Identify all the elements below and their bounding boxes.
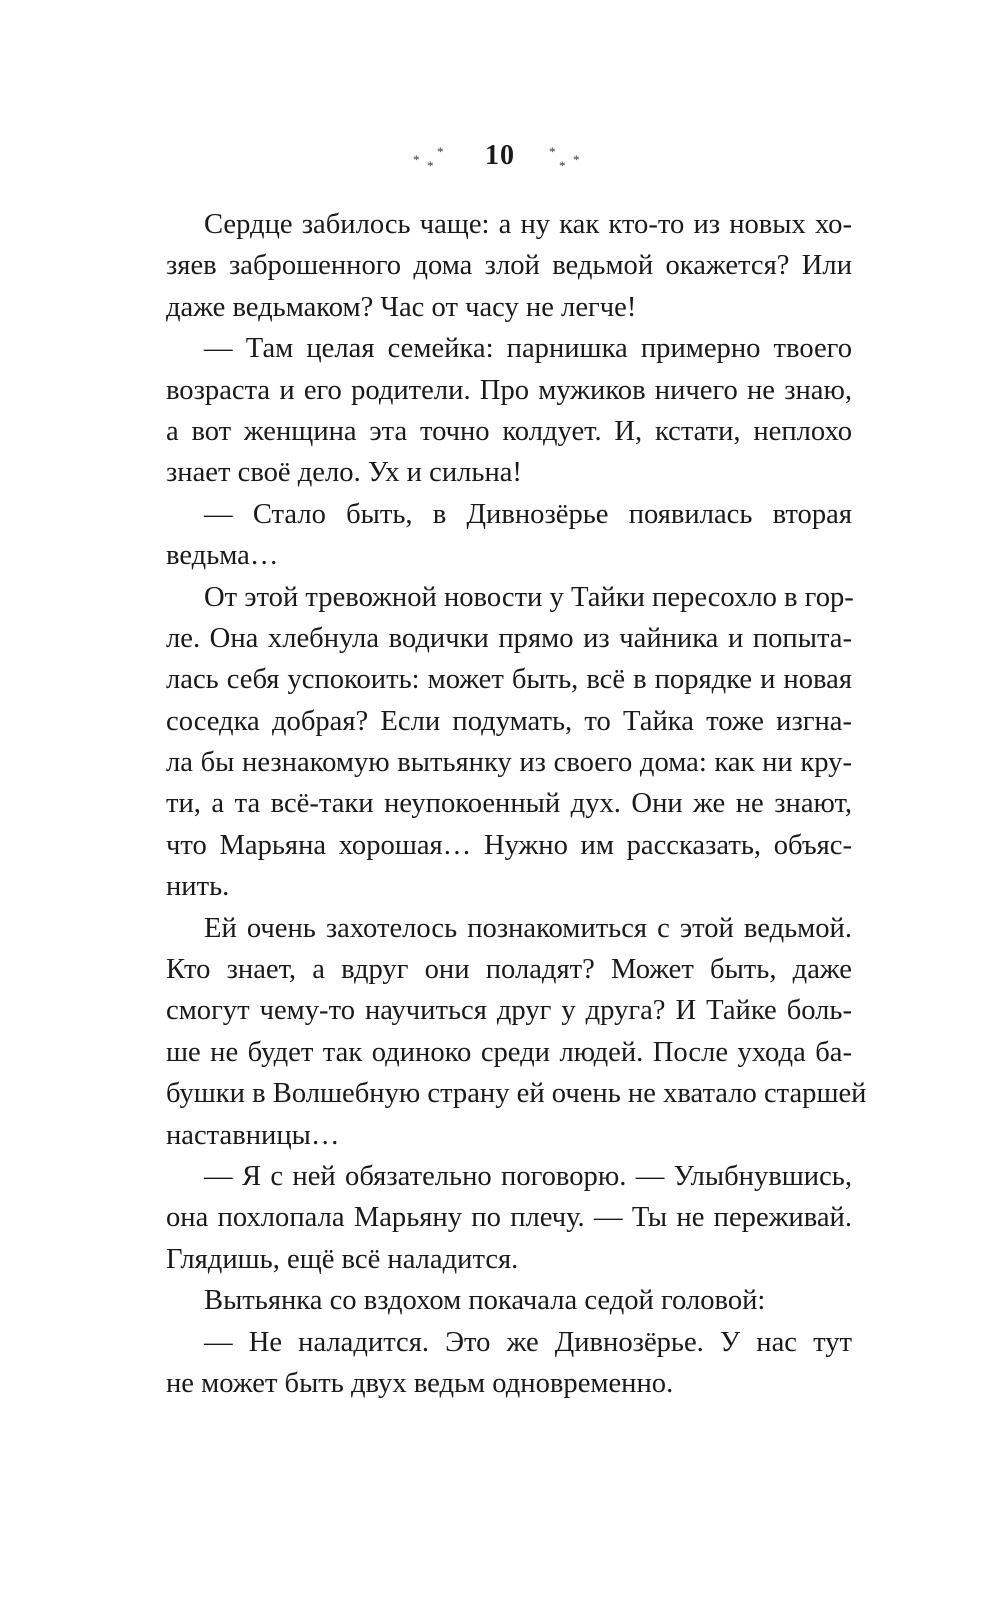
text-line: Ей очень захотелось познакомиться с этой ведьмой. xyxy=(204,912,852,944)
star-icon: * xyxy=(573,152,580,167)
text-line: она похлопала Марьяну по плечу. — Ты не переживай. xyxy=(166,1202,852,1234)
text-line: смогут чему-то научиться друг у друга? И Тайке боль- xyxy=(166,995,852,1027)
ornament-left xyxy=(413,141,453,171)
text-line: соседка добрая? Если подумать, то Тайка тоже изгна- xyxy=(166,705,852,737)
text-line: — Не наладится. Это же Дивнозёрье. У нас тут xyxy=(204,1326,852,1358)
text-line: От этой тревожной новости у Тайки пересохло в гор- xyxy=(204,581,854,613)
star-icon: * xyxy=(559,158,566,173)
body-text xyxy=(166,204,867,1404)
page-number: 10 xyxy=(485,140,515,171)
text-line: не может быть двух ведьм одновременно. xyxy=(166,1367,674,1399)
text-line: ле. Она хлебнула водички прямо из чайника и попыта- xyxy=(166,622,852,654)
text-line: нить. xyxy=(166,871,230,903)
text-line: — Стало быть, в Дивнозёрье появилась вторая xyxy=(204,498,852,530)
star-icon: * xyxy=(413,152,420,167)
text-line: — Я с ней обязательно поговорю. — Улыбнувшись, xyxy=(204,1160,852,1192)
text-line: Вытьянка со вздохом покачала седой головой: xyxy=(204,1285,766,1317)
text-line: а вот женщина эта точно колдует. И, кстати, неплохо xyxy=(166,415,852,447)
text-line: наставницы… xyxy=(166,1119,340,1151)
text-line: ше не будет так одиноко среди людей. После ухода ба- xyxy=(166,1036,852,1068)
text-line: даже ведьмаком? Час от часу не легче! xyxy=(166,291,637,323)
text-line: зяев заброшенного дома злой ведьмой окажется? Или xyxy=(166,250,852,282)
text-line: возраста и его родители. Про мужиков ничего не знаю, xyxy=(166,374,852,406)
ornament-right xyxy=(547,141,587,171)
text-line: ти, а та всё-таки неупокоенный дух. Они же не знают, xyxy=(166,788,852,820)
text-line: лась себя успокоить: может быть, всё в порядке и новая xyxy=(166,664,852,696)
star-icon: * xyxy=(549,144,556,159)
text-line: ла бы незнакомую вытьянку из своего дома: как ни кру- xyxy=(166,747,852,779)
text-line: что Марьяна хорошая… Нужно им рассказать, объяс- xyxy=(166,829,852,861)
star-icon: * xyxy=(427,158,434,173)
star-icon: * xyxy=(437,144,444,159)
text-line: Сердце забилось чаще: а ну как кто-то из новых хо- xyxy=(204,209,852,240)
page-header xyxy=(0,136,1000,176)
text-line: — Там целая семейка: парнишка примерно твоего xyxy=(204,333,852,365)
text-line: знает своё дело. Ух и сильна! xyxy=(166,457,522,489)
text-line: Кто знает, а вдруг они поладят? Может быть, даже xyxy=(166,954,852,986)
text-line: бушки в Волшебную страну ей очень не хватало старшей xyxy=(166,1078,867,1110)
text-line: ведьма… xyxy=(166,540,279,572)
text-line: Глядишь, ещё всё наладится. xyxy=(166,1243,519,1275)
